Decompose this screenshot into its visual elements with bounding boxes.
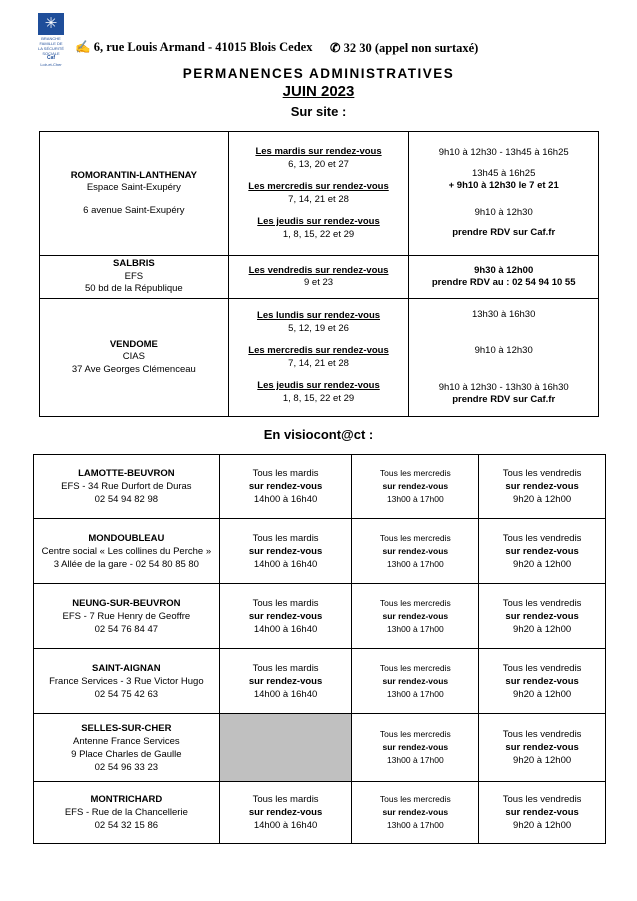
- rdv-label: sur rendez-vous: [248, 807, 323, 818]
- month-label: JUIN 2023: [282, 83, 355, 100]
- location-cell: [34, 455, 220, 519]
- slot-label: Les vendredis sur rendez-vous: [248, 264, 389, 276]
- address-line: Centre social « Les collines du Perche »: [41, 545, 212, 557]
- rdv-label: sur rendez-vous: [505, 610, 579, 622]
- logo-caf: Caf: [46, 55, 56, 61]
- rdv-label: sur rendez-vous: [505, 545, 579, 557]
- tuesday-cell: [219, 584, 352, 649]
- visio-row: [34, 519, 606, 584]
- rdv-label: sur rendez-vous: [505, 742, 579, 753]
- address: 37 Ave Georges Clémenceau: [71, 363, 196, 375]
- city: VENDOME: [109, 338, 158, 350]
- tuesday-cell: [219, 649, 352, 714]
- hours: 9h20 à 12h00: [513, 558, 572, 570]
- hours: 13h00 à 17h00: [386, 755, 444, 765]
- logo-emblem: [38, 13, 64, 35]
- slot-hours: 13h45 à 16h25: [471, 167, 536, 179]
- city: SELLES-SUR-CHER: [81, 722, 172, 734]
- header-address: ✍ 6, rue Louis Armand - 41015 Blois Cedex: [75, 40, 313, 54]
- day-label: Tous les mardis: [252, 662, 319, 674]
- address-line: EFS - 34 Rue Durfort de Duras: [61, 481, 192, 492]
- phone-line: 3 Allée de la gare - 02 54 80 85 80: [53, 558, 199, 570]
- hours: 14h00 à 16h40: [253, 623, 318, 635]
- city: NEUNG-SUR-BEUVRON: [72, 597, 181, 609]
- slot-hours: 9h10 à 12h30: [474, 345, 533, 356]
- slot-hours: 9h30 à 12h00: [474, 264, 534, 276]
- rdv-label: sur rendez-vous: [382, 807, 449, 817]
- slot-dates: 1, 8, 15, 22 et 29: [282, 228, 355, 240]
- rdv-label: sur rendez-vous: [248, 545, 323, 557]
- day-label: Tous les mardis: [252, 532, 319, 544]
- location-cell: [34, 584, 220, 649]
- visio-row: [34, 782, 606, 844]
- visio-row: [34, 455, 606, 519]
- visio-heading: En visiocont@ct :: [263, 427, 374, 442]
- slot-dates: 9 et 23: [304, 277, 334, 288]
- rdv-label: sur rendez-vous: [248, 481, 323, 492]
- address-line: EFS - Rue de la Chancellerie: [64, 807, 188, 818]
- hours: 9h20 à 12h00: [513, 820, 572, 831]
- slot-extra: prendre RDV sur Caf.fr: [452, 394, 556, 405]
- phone-line: 02 54 96 33 23: [94, 761, 159, 773]
- rdv-label: sur rendez-vous: [382, 610, 449, 621]
- header-phone: ✆ 32 30 (appel non surtaxé): [330, 41, 479, 55]
- wednesday-cell: [352, 455, 479, 519]
- rdv-label: sur rendez-vous: [248, 675, 323, 687]
- wednesday-cell: [352, 714, 479, 782]
- visio-row: [34, 584, 606, 649]
- caf-logo: [38, 13, 65, 67]
- tuesday-cell: [219, 519, 352, 584]
- tuesday-cell: [219, 455, 352, 519]
- hours: 9h20 à 12h00: [513, 688, 572, 700]
- friday-cell: [479, 782, 606, 844]
- city: SALBRIS: [113, 258, 155, 270]
- city: MONTRICHARD: [90, 794, 163, 805]
- friday-cell: [479, 519, 606, 584]
- phone-line: 02 54 94 82 98: [94, 494, 159, 505]
- rdv-label: sur rendez-vous: [382, 742, 449, 752]
- slot-label: Les mercredis sur rendez-vous: [248, 345, 389, 356]
- day-label: Tous les vendredis: [502, 597, 582, 609]
- location-cell: [34, 519, 220, 584]
- location-cell: [40, 299, 229, 417]
- address-line: EFS - 7 Rue Henry de Geoffre: [62, 610, 191, 622]
- onsite-heading: Sur site :: [290, 104, 347, 119]
- hours-cell: [409, 256, 599, 299]
- slot-label: Les jeudis sur rendez-vous: [257, 380, 380, 391]
- day-label: Tous les mercredis: [379, 597, 451, 608]
- day-label: Tous les vendredis: [502, 729, 582, 740]
- wednesday-cell: [352, 649, 479, 714]
- day-label: Tous les mercredis: [379, 729, 451, 739]
- place: CIAS: [122, 351, 145, 363]
- day-label: Tous les vendredis: [502, 532, 582, 544]
- onsite-row: [40, 299, 599, 417]
- city: ROMORANTIN-LANTHENAY: [70, 169, 197, 181]
- day-label: Tous les mardis: [252, 794, 319, 805]
- onsite-table: [39, 131, 599, 417]
- day-label: Tous les mercredis: [379, 794, 451, 804]
- city: MONDOUBLEAU: [88, 532, 165, 544]
- hours: 14h00 à 16h40: [253, 688, 318, 700]
- slot-extra: prendre RDV sur Caf.fr: [452, 227, 556, 239]
- address: 6 avenue Saint-Exupéry: [83, 204, 185, 216]
- location-cell: [40, 256, 229, 299]
- rdv-label: sur rendez-vous: [505, 807, 579, 818]
- hours: 14h00 à 16h40: [253, 820, 318, 831]
- friday-cell: [479, 714, 606, 782]
- city: SAINT-AIGNAN: [92, 662, 161, 674]
- visio-row: [34, 714, 606, 782]
- day-label: Tous les mercredis: [379, 532, 451, 543]
- friday-cell: [479, 584, 606, 649]
- slot-dates: 7, 14, 21 et 28: [288, 357, 349, 369]
- slot-hours: 9h10 à 12h30: [474, 206, 533, 218]
- slot-extra: + 9h10 à 12h30 le 7 et 21: [448, 180, 559, 192]
- snowflake-icon: ✳: [44, 15, 58, 32]
- visio-table: [33, 454, 606, 844]
- hours: 13h00 à 17h00: [386, 494, 444, 504]
- hours: 13h00 à 17h00: [386, 623, 444, 634]
- hours: 13h00 à 17h00: [386, 688, 444, 699]
- day-label: Tous les mercredis: [379, 468, 451, 478]
- day-label: Tous les mercredis: [379, 662, 451, 673]
- friday-cell: [479, 649, 606, 714]
- day-label: Tous les mardis: [252, 597, 319, 609]
- logo-department: Loir-et-Cher: [40, 62, 62, 67]
- rdv-label: sur rendez-vous: [382, 545, 449, 556]
- location-cell: [34, 649, 220, 714]
- hours: 14h00 à 16h40: [253, 558, 318, 570]
- slot-hours: 13h30 à 16h30: [471, 308, 536, 320]
- day-label: Tous les vendredis: [502, 662, 582, 674]
- onsite-row: [40, 132, 599, 256]
- wednesday-cell: [352, 584, 479, 649]
- location-cell: [34, 714, 220, 782]
- rdv-label: sur rendez-vous: [382, 481, 449, 491]
- phone-line: 02 54 75 42 63: [94, 688, 159, 700]
- visio-row: [34, 649, 606, 714]
- day-label: Tous les vendredis: [502, 468, 582, 479]
- hours-cell: [409, 299, 599, 417]
- logo-tagline: BRANCHE FAMILLE DE LA SÉCURITÉ SOCIALE: [38, 36, 65, 56]
- day-label: Tous les mardis: [252, 468, 319, 479]
- hours: 14h00 à 16h40: [253, 494, 318, 505]
- slot-hours: 9h10 à 12h30 - 13h45 à 16h25: [438, 147, 569, 159]
- friday-cell: [479, 455, 606, 519]
- hours: 9h20 à 12h00: [513, 494, 572, 505]
- slot-dates: 1, 8, 15, 22 et 29: [282, 392, 355, 404]
- slot-dates: 7, 14, 21 et 28: [288, 193, 349, 205]
- address-line: France Services - 3 Rue Victor Hugo: [49, 675, 204, 687]
- rdv-label: sur rendez-vous: [248, 610, 323, 622]
- hours: 9h20 à 12h00: [513, 755, 572, 766]
- slot-label: Les jeudis sur rendez-vous: [257, 216, 380, 227]
- rdv-label: sur rendez-vous: [505, 675, 579, 687]
- city: LAMOTTE-BEUVRON: [78, 468, 175, 479]
- rdv-label: sur rendez-vous: [382, 675, 449, 686]
- phone-line: 02 54 76 84 47: [94, 623, 159, 635]
- phone-line: 02 54 32 15 86: [94, 820, 159, 831]
- location-cell: [34, 782, 220, 844]
- hours: 13h00 à 17h00: [386, 558, 444, 569]
- slot-hours: 9h10 à 12h30 - 13h30 à 16h30: [438, 381, 569, 393]
- place: Espace Saint-Exupéry: [86, 182, 181, 194]
- location-cell: [40, 132, 229, 256]
- slot-label: Les mardis sur rendez-vous: [255, 146, 382, 157]
- hours-cell: [409, 132, 599, 256]
- address-line: 9 Place Charles de Gaulle: [71, 748, 182, 760]
- schedule-cell: [228, 132, 409, 256]
- page-title: PERMANENCES ADMINISTRATIVES: [182, 66, 455, 81]
- hours: 13h00 à 17h00: [386, 820, 444, 830]
- wednesday-cell: [352, 782, 479, 844]
- slot-dates: 6, 13, 20 et 27: [288, 158, 349, 170]
- slot-label: Les mercredis sur rendez-vous: [248, 181, 389, 192]
- address: 50 bd de la République: [84, 283, 183, 295]
- day-label: Tous les vendredis: [502, 794, 582, 805]
- place: EFS: [124, 270, 144, 282]
- wednesday-cell: [352, 519, 479, 584]
- tuesday-cell-unavailable: [219, 714, 352, 782]
- slot-extra: prendre RDV au : 02 54 94 10 55: [431, 277, 576, 288]
- address-line: Antenne France Services: [73, 735, 180, 747]
- schedule-cell: [228, 299, 409, 417]
- slot-dates: 5, 12, 19 et 26: [288, 322, 349, 334]
- onsite-row: [40, 256, 599, 299]
- month-heading: [0, 83, 637, 100]
- hours: 9h20 à 12h00: [513, 623, 572, 635]
- tuesday-cell: [219, 782, 352, 844]
- schedule-cell: [228, 256, 409, 299]
- slot-label: Les lundis sur rendez-vous: [257, 310, 381, 321]
- rdv-label: sur rendez-vous: [505, 481, 579, 492]
